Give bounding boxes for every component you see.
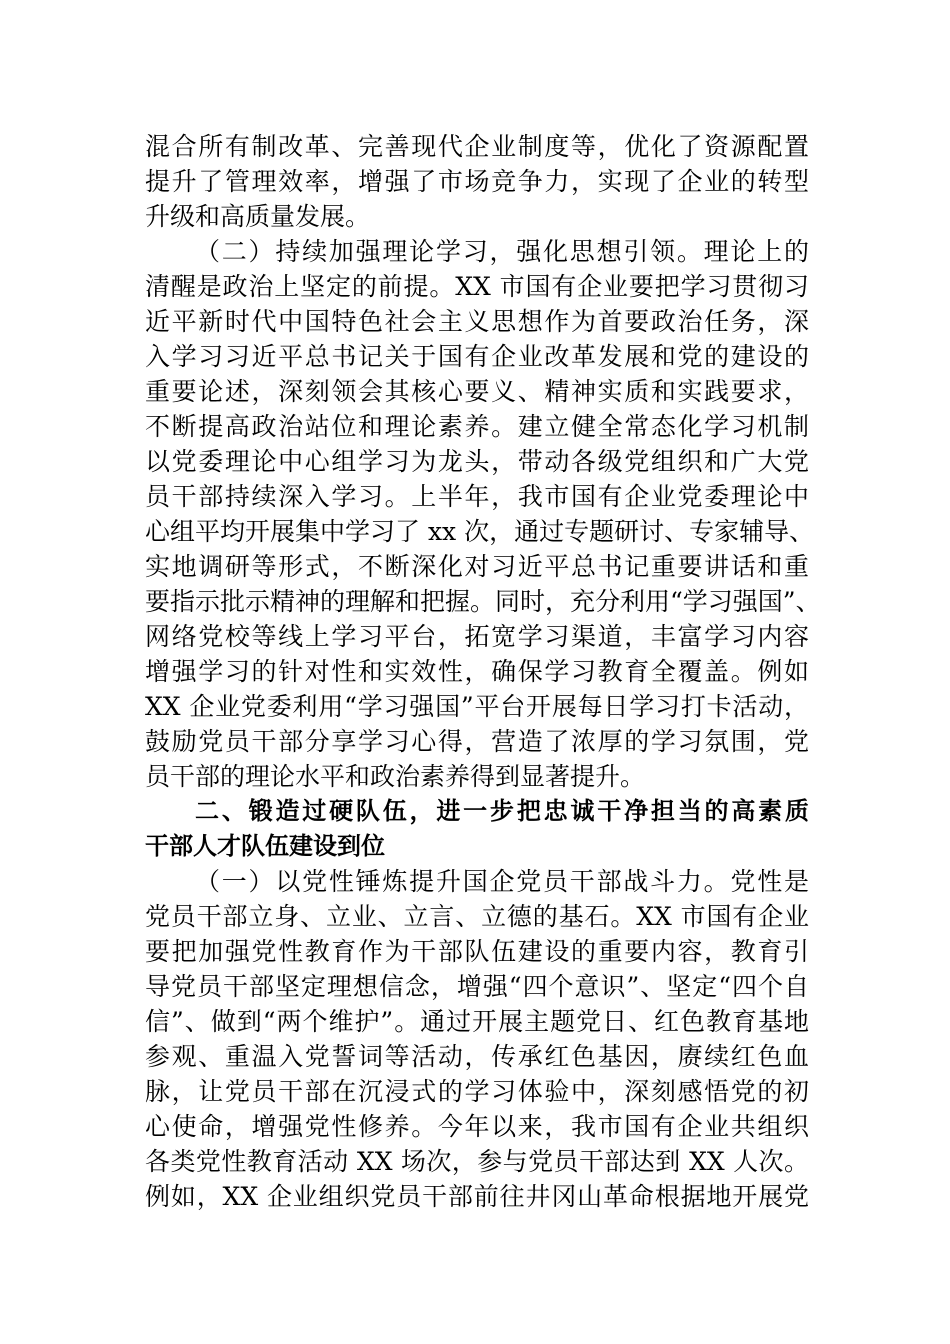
text-line: 例如，XX 企业组织党员干部前往井冈山革命根据地开展党 [145, 1182, 809, 1211]
text-line: 心使命，增强党性修养。今年以来，我市国有企业共组织 [145, 1112, 809, 1141]
text-line: 网络党校等线上学习平台，拓宽学习渠道，丰富学习内容 [145, 622, 809, 651]
section-heading [145, 794, 809, 864]
document-body [145, 129, 821, 1214]
text-line: 心组平均开展集中学习了 xx 次，通过专题研讨、专家辅导、 [145, 517, 815, 546]
text-line: 入学习习近平总书记关于国有企业改革发展和党的建设的 [145, 342, 809, 371]
text-line: 清醒是政治上坚定的前提。XX 市国有企业要把学习贯彻习 [145, 272, 809, 301]
heading-line: 二、锻造过硬队伍，进一步把忠诚干净担当的高素质 [195, 797, 809, 825]
text-line: 各类党性教育活动 XX 场次，参与党员干部达到 XX 人次。 [145, 1147, 809, 1176]
text-line: 提升了管理效率，增强了市场竞争力，实现了企业的转型 [145, 167, 809, 196]
paragraph-party-spirit [145, 864, 809, 1214]
text-line: 实地调研等形式，不断深化对习近平总书记重要讲话和重 [145, 552, 809, 581]
text-line: 导党员干部坚定理想信念，增强“四个意识”、坚定“四个自 [145, 972, 809, 1001]
heading-line: 干部人才队伍建设到位 [145, 832, 385, 860]
text-line: 参观、重温入党誓词等活动，传承红色基因，赓续红色血 [145, 1042, 809, 1071]
text-line: 员干部的理论水平和政治素养得到显著提升。 [145, 762, 646, 791]
text-line: （二）持续加强理论学习，强化思想引领。理论上的 [195, 237, 809, 266]
text-line: （一）以党性锤炼提升国企党员干部战斗力。党性是 [195, 867, 809, 896]
paragraph-theory-study [145, 234, 821, 794]
text-line: 混合所有制改革、完善现代企业制度等，优化了资源配置 [145, 132, 809, 161]
text-line: 鼓励党员干部分享学习心得，营造了浓厚的学习氛围，党 [145, 727, 809, 756]
text-line: 要指示批示精神的理解和把握。同时，充分利用“学习强国”、 [145, 587, 821, 616]
text-line: 升级和高质量发展。 [145, 202, 371, 231]
text-line: 增强学习的针对性和实效性，确保学习教育全覆盖。例如 [145, 657, 809, 686]
text-line: 重要论述，深刻领会其核心要义、精神实质和实践要求， [145, 377, 809, 406]
text-line: XX 企业党委利用“学习强国”平台开展每日学习打卡活动， [145, 692, 809, 721]
text-line: 要把加强党性教育作为干部队伍建设的重要内容，教育引 [145, 937, 809, 966]
text-line: 党员干部立身、立业、立言、立德的基石。XX 市国有企业 [145, 902, 809, 931]
text-line: 不断提高政治站位和理论素养。建立健全常态化学习机制 [145, 412, 809, 441]
text-line: 以党委理论中心组学习为龙头，带动各级党组织和广大党 [145, 447, 809, 476]
paragraph-continuation [145, 129, 809, 234]
text-line: 信”、做到“两个维护”。通过开展主题党日、红色教育基地 [145, 1007, 809, 1036]
text-line: 近平新时代中国特色社会主义思想作为首要政治任务，深 [145, 307, 809, 336]
text-line: 脉，让党员干部在沉浸式的学习体验中，深刻感悟党的初 [145, 1077, 809, 1106]
text-line: 员干部持续深入学习。上半年，我市国有企业党委理论中 [145, 482, 809, 511]
